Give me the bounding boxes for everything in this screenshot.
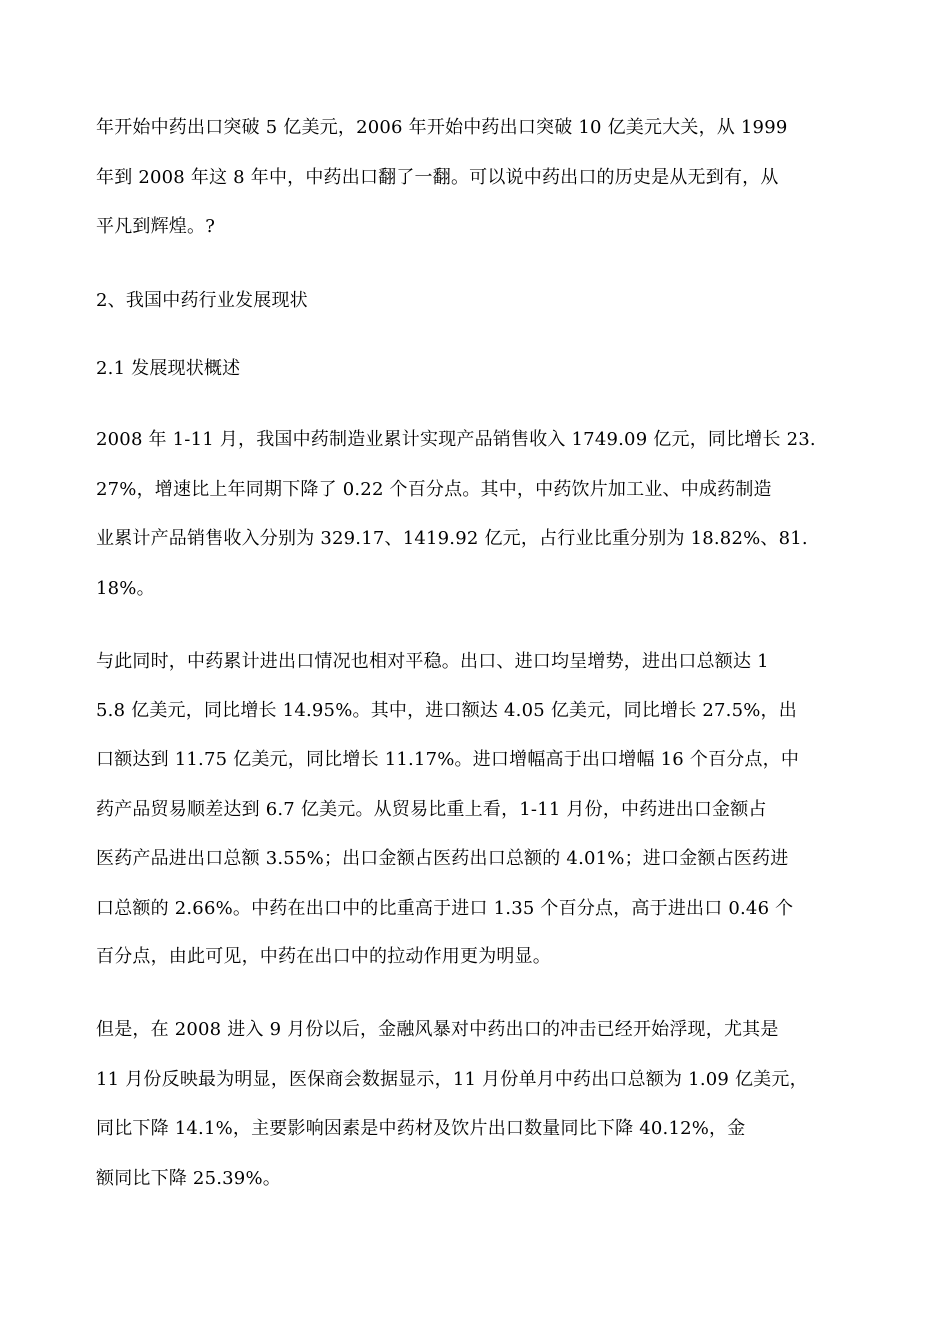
text-line: 额同比下降 25.39%。 [96,1168,281,1189]
text-line: 与此同时，中药累计进出口情况也相对平稳。出口、进口均呈增势，进出口总额达 1 [96,651,769,672]
text-line: 11 月份反映最为明显，医保商会数据显示，11 月份单月中药出口总额为 1.09 亿美元， [96,1069,808,1090]
text-line: 年开始中药出口突破 5 亿美元，2006 年开始中药出口突破 10 亿美元大关，从 1999 [96,117,788,138]
text-line: 18%。 [96,578,155,599]
subsection-heading: 2.1 发展现状概述 [96,358,241,379]
text-line: 口总额的 2.66%。中药在出口中的比重高于进口 1.35 个百分点，高于进出口 0.46 个 [96,898,794,919]
text-line: 但是，在 2008 进入 9 月份以后，金融风暴对中药出口的冲击已经开始浮现，尤其是 [96,1019,779,1040]
text-line: 2008 年 1-11 月，我国中药制造业累计实现产品销售收入 1749.09 亿元，同比增长 23. [96,429,816,450]
text-line: 年到 2008 年这 8 年中，中药出口翻了一翻。可以说中药出口的历史是从无到有，从 [96,167,779,188]
text-line: 业累计产品销售收入分别为 329.17、1419.92 亿元，占行业比重分别为 18.82%、81. [96,528,808,549]
text-line: 百分点，由此可见，中药在出口中的拉动作用更为明显。 [96,946,551,967]
text-line: 医药产品进出口总额 3.55%；出口金额占医药出口总额的 4.01%；进口金额占医药进 [96,848,789,869]
text-line: 27%，增速比上年同期下降了 0.22 个百分点。其中，中药饮片加工业、中成药制造 [96,479,772,500]
text-line: 口额达到 11.75 亿美元，同比增长 11.17%。进口增幅高于出口增幅 16 个百分点，中 [96,749,800,770]
text-line: 5.8 亿美元，同比增长 14.95%。其中，进口额达 4.05 亿美元，同比增长 27.5%，出 [96,700,797,721]
text-line: 平凡到辉煌。? [96,216,216,237]
text-line: 药产品贸易顺差达到 6.7 亿美元。从贸易比重上看，1-11 月份，中药进出口金额占 [96,799,767,820]
text-line: 同比下降 14.1%，主要影响因素是中药材及饮片出口数量同比下降 40.12%，金 [96,1118,746,1139]
section-heading: 2、我国中药行业发展现状 [96,290,308,311]
